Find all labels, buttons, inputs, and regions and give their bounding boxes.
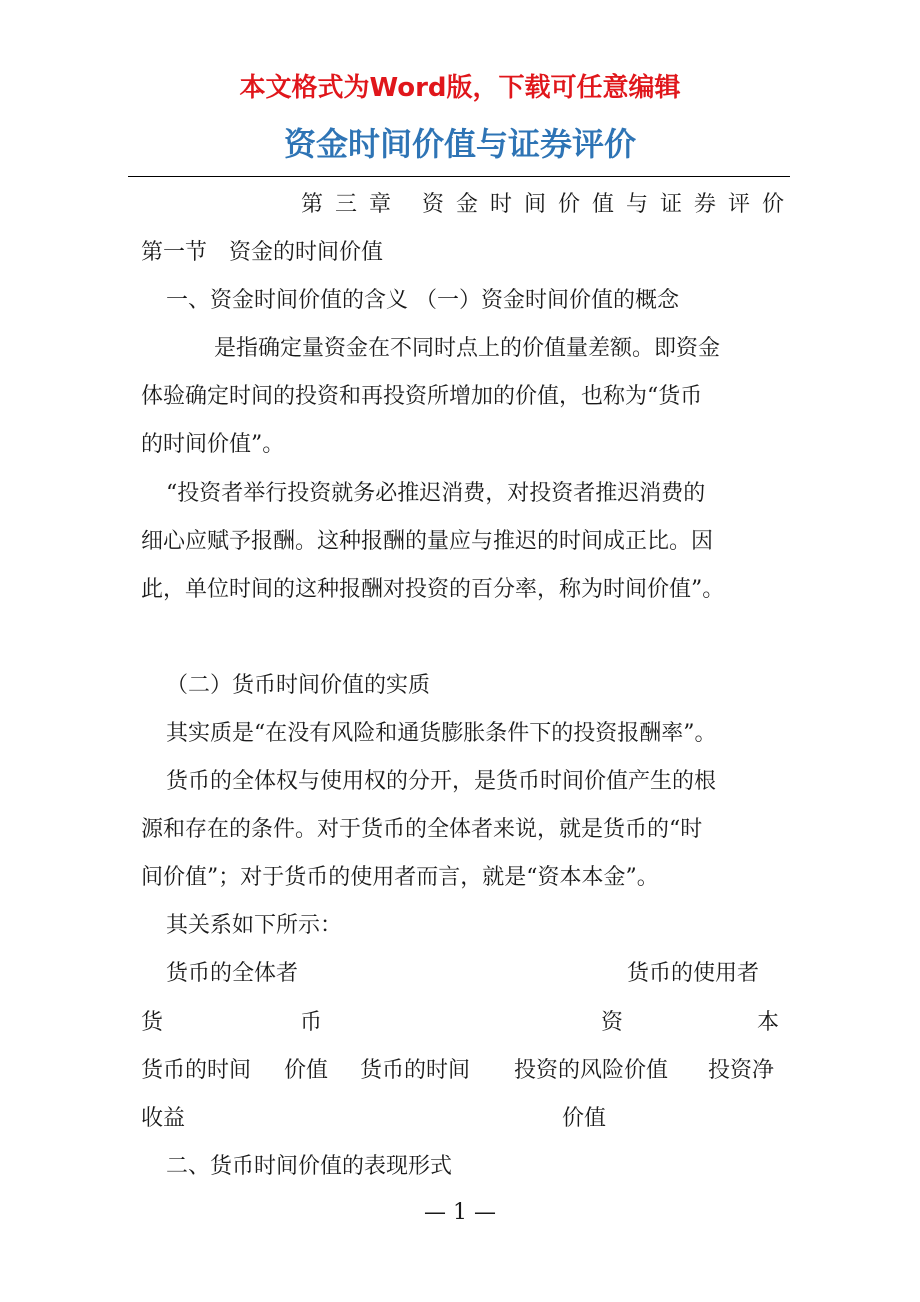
quote-line-2: 细心应赋予报酬。这种报酬的量应与推迟的时间成正比。因: [141, 529, 714, 554]
diagram-row3-item-5: 投资净: [708, 1058, 775, 1083]
subheading-forms: 二、货币时间价值的表现形式: [166, 1154, 453, 1179]
diagram-row3-item-2: 价值: [284, 1058, 329, 1083]
diagram-row4-right: 价值: [562, 1106, 607, 1131]
paragraph-definition-line-1: 是指确定量资金在不同时点上的价值量差额。即资金: [214, 336, 721, 361]
paragraph-definition-line-2: 体验确定时间的投资和再投资所增加的价值，也称为“货币: [141, 384, 703, 409]
diagram-row4-left: 收益: [141, 1106, 186, 1131]
subheading-essence: （二）货币时间价值的实质: [166, 673, 431, 698]
section-heading: 第一节 资金的时间价值: [141, 240, 384, 265]
download-banner: 本文格式为Word版，下载可任意编辑: [239, 73, 681, 103]
quote-line-3: 此，单位时间的这种报酬对投资的百分率，称为时间价值”。: [141, 577, 725, 602]
relation-intro: 其关系如下所示：: [166, 913, 343, 938]
diagram-money-char-2: 币: [300, 1010, 323, 1035]
subheading-meaning: 一、资金时间价值的含义 （一）资金时间价值的概念: [166, 288, 679, 313]
header-divider: [128, 176, 790, 177]
document-title: 资金时间价值与证券评价: [283, 125, 636, 163]
diagram-row3-item-4: 投资的风险价值: [514, 1058, 669, 1083]
essence-statement: 其实质是“在没有风险和通货膨胀条件下的投资报酬率”。: [166, 721, 717, 746]
paragraph-ownership-line-2: 源和存在的条件。对于货币的全体者来说，就是货币的“时: [141, 817, 703, 842]
diagram-owner-label: 货币的全体者: [166, 961, 299, 986]
paragraph-ownership-line-1: 货币的全体权与使用权的分开，是货币时间价值产生的根: [166, 769, 717, 794]
paragraph-ownership-line-3: 间价值”；对于货币的使用者而言，就是“资本本金”。: [141, 865, 659, 890]
quote-line-1: “投资者举行投资就务必推迟消费，对投资者推迟消费的: [166, 481, 706, 506]
diagram-row3-item-3: 货币的时间: [360, 1058, 471, 1083]
diagram-capital-char-2: 本: [757, 1010, 780, 1035]
diagram-user-label: 货币的使用者: [627, 961, 760, 986]
diagram-row3-item-1: 货币的时间: [141, 1058, 252, 1083]
chapter-heading: 第三章 资金时间价值与证券评价: [301, 192, 796, 217]
diagram-money-char-1: 货: [141, 1010, 164, 1035]
page-number: — 1 —: [424, 1200, 496, 1225]
paragraph-definition-line-3: 的时间价值”。: [141, 432, 285, 457]
diagram-capital-char-1: 资: [601, 1010, 624, 1035]
